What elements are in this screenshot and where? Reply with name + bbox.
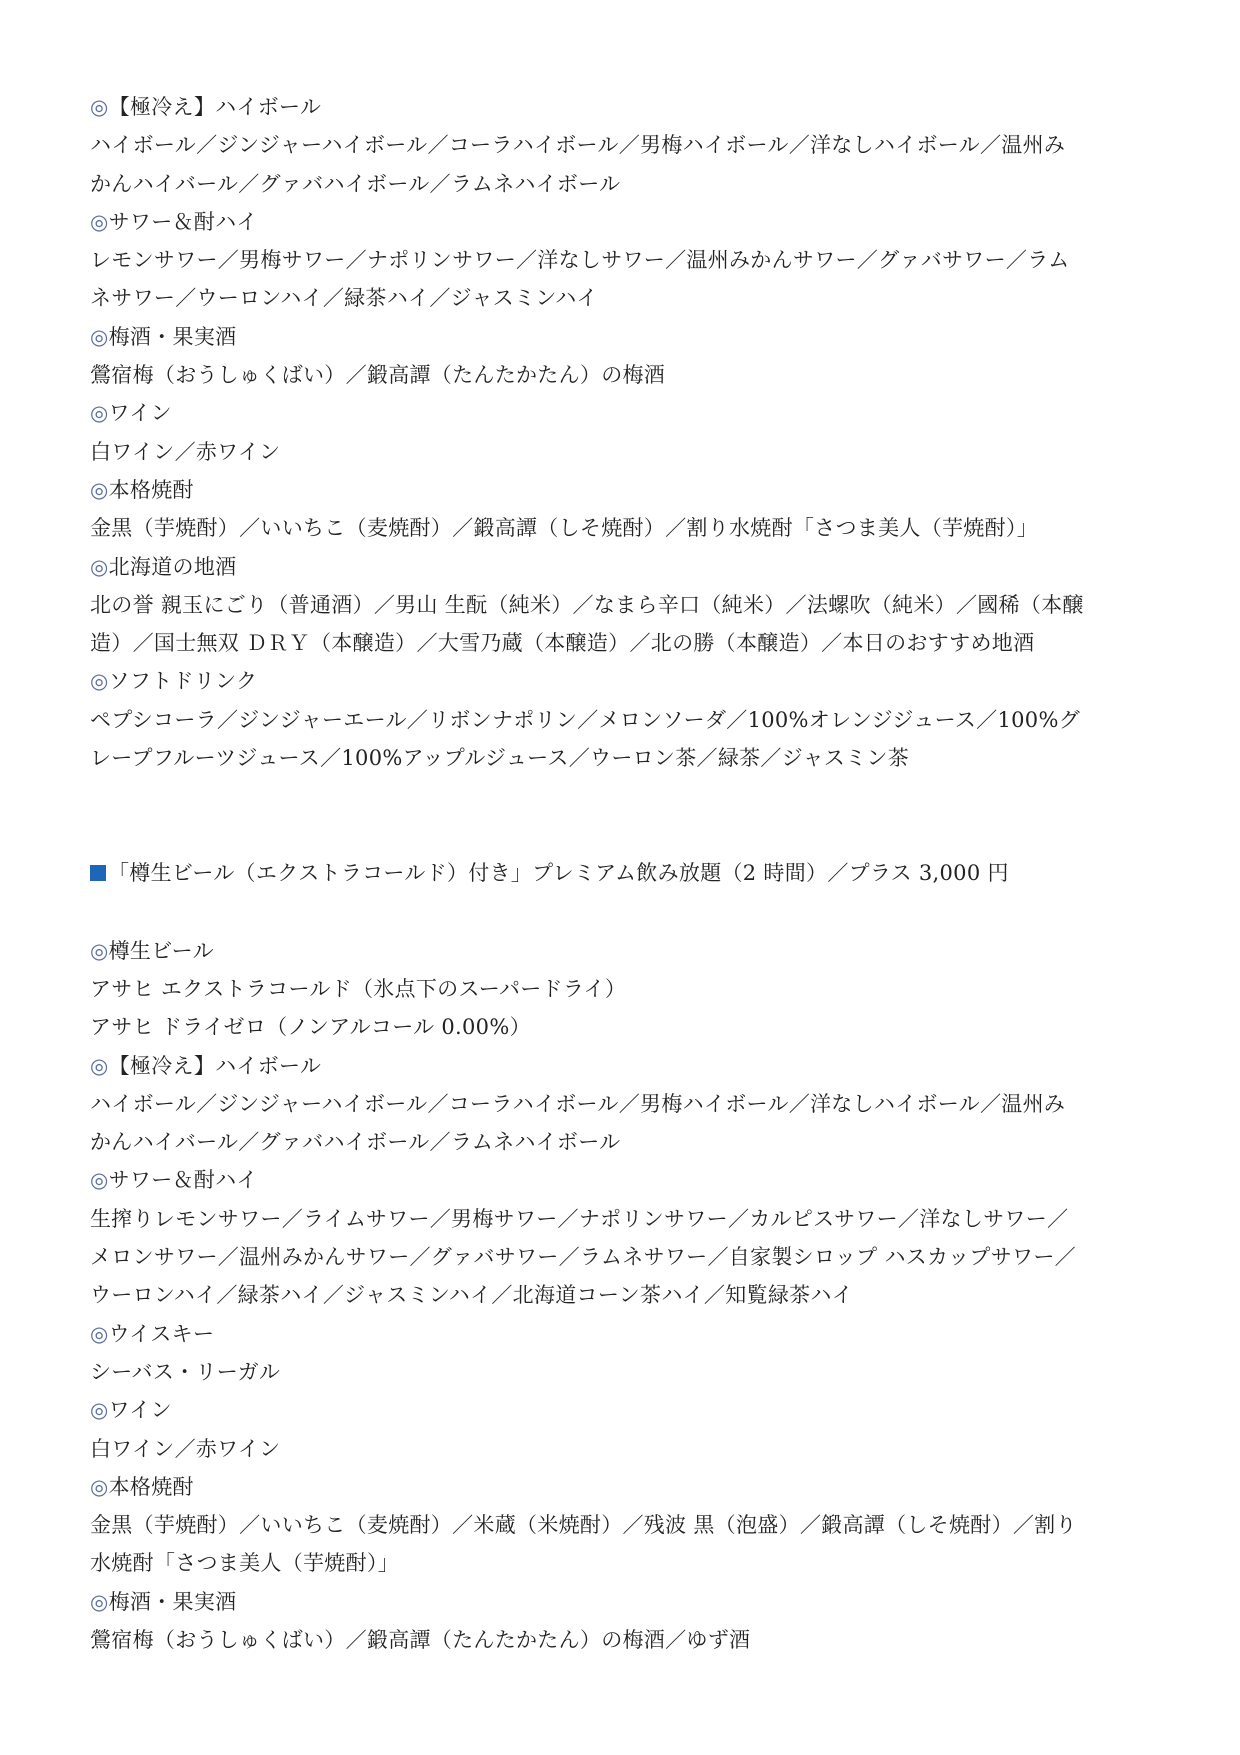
category-heading-text: 樽生ビール (108, 938, 214, 963)
drink-category-group (90, 1047, 1170, 1162)
double-circle-bullet-icon: ◎ (90, 1321, 109, 1346)
drink-list-line: 金黒（芋焼酎）／いいちこ（麦焼酎）／米蔵（米焼酎）／残波 黒（泡盛）／鍛高譚（しそ焼酎）／割り (90, 1513, 1077, 1538)
spacer (90, 893, 1170, 932)
category-heading (90, 1315, 1170, 1353)
menu-document (90, 88, 1170, 1659)
category-heading (90, 1583, 1170, 1621)
drink-list-line: 生搾りレモンサワー／ライムサワー／男梅サワー／ナポリンサワー／カルピスサワー／洋なしサワー／ (90, 1206, 1069, 1231)
category-heading-text: ウイスキー (108, 1321, 215, 1346)
drink-list-line: 鶯宿梅（おうしゅくばい）／鍛高譚（たんたかたん）の梅酒／ゆず酒 (90, 1627, 751, 1652)
drink-list-line: ウーロンハイ／緑茶ハイ／ジャスミンハイ／北海道コーン茶ハイ／知覧緑茶ハイ (90, 1283, 854, 1308)
double-circle-bullet-icon: ◎ (90, 1589, 109, 1614)
double-circle-bullet-icon: ◎ (90, 95, 109, 119)
category-heading (90, 203, 1170, 241)
drink-category-group (90, 203, 1170, 318)
drink-menu-section-standard (90, 88, 1170, 777)
drink-category-group (90, 1315, 1170, 1392)
drink-list-line: レモンサワー／男梅サワー／ナポリンサワー／洋なしサワー／温州みかんサワー／グァバサワー／ラム (90, 248, 1070, 273)
double-circle-bullet-icon: ◎ (90, 477, 109, 502)
drink-list-line: ハイボール／ジンジャーハイボール／コーラハイボール／男梅ハイボール／洋なしハイボール／温州み (90, 1091, 1066, 1116)
drink-category-group (90, 662, 1170, 777)
drink-list-line: アサヒ ドライゼロ（ノンアルコール 0.00%） (90, 1015, 531, 1040)
drink-list-line: ネサワー／ウーロンハイ／緑茶ハイ／ジャスミンハイ (90, 286, 598, 311)
category-heading-text: ワイン (108, 1398, 172, 1423)
double-circle-bullet-icon: ◎ (90, 554, 109, 579)
drink-category-group (90, 394, 1170, 471)
category-heading (90, 1161, 1170, 1199)
drink-category-group (90, 1391, 1170, 1468)
category-heading-text: 本格焼酎 (108, 477, 194, 502)
drink-list-line: かんハイバール／グァバハイボール／ラムネハイボール (90, 1130, 621, 1155)
category-heading-text: 北海道の地酒 (108, 554, 237, 579)
spacer (90, 777, 1170, 854)
double-circle-bullet-icon: ◎ (90, 1474, 109, 1499)
drink-list-line: メロンサワー／温州みかんサワー／グァバサワー／ラムネサワー／自家製シロップ ハスカップサワー／ (90, 1245, 1076, 1270)
double-circle-bullet-icon: ◎ (90, 1053, 109, 1078)
drink-list-line: 白ワイン／赤ワイン (90, 1436, 281, 1461)
category-heading (90, 932, 1170, 970)
category-heading (90, 318, 1170, 356)
drink-category-group (90, 548, 1170, 663)
category-heading-text: ソフトドリンク (108, 669, 258, 694)
category-heading (90, 88, 1170, 126)
drink-list-line: 鶯宿梅（おうしゅくばい）／鍛高譚（たんたかたん）の梅酒 (90, 363, 666, 388)
double-circle-bullet-icon: ◎ (90, 209, 109, 234)
drink-category-group (90, 1583, 1170, 1660)
category-heading-text: 【極冷え】ハイボール (108, 95, 322, 119)
drink-list-line: ペプシコーラ／ジンジャーエール／リボンナポリン／メロンソーダ／100%オレンジジュース／100%グ (90, 707, 1080, 732)
drink-list-line: レープフルーツジュース／100%アップルジュース／ウーロン茶／緑茶／ジャスミン茶 (90, 746, 910, 771)
drink-category-group (90, 1468, 1170, 1583)
drink-list-line: ハイボール／ジンジャーハイボール／コーラハイボール／男梅ハイボール／洋なしハイボール／温州み (90, 133, 1066, 158)
category-heading (90, 1391, 1170, 1429)
category-heading-text: 【極冷え】ハイボール (108, 1053, 322, 1078)
drink-category-group (90, 318, 1170, 395)
drink-category-group (90, 471, 1170, 548)
category-heading (90, 548, 1170, 586)
double-circle-bullet-icon: ◎ (90, 938, 109, 963)
drink-list-line: かんハイバール／グァバハイボール／ラムネハイボール (90, 171, 621, 196)
drink-list-line: アサヒ エクストラコールド（氷点下のスーパードライ） (90, 976, 627, 1001)
double-circle-bullet-icon: ◎ (90, 324, 109, 349)
category-heading-text: 梅酒・果実酒 (108, 1589, 237, 1614)
category-heading-text: ワイン (108, 401, 172, 426)
drink-list-line: 金黒（芋焼酎）／いいちこ（麦焼酎）／鍛高譚（しそ焼酎）／割り水焼酎「さつま美人（芋焼酎）」 (90, 516, 1038, 541)
double-circle-bullet-icon: ◎ (90, 1398, 109, 1423)
drink-list-line: 水焼酎「さつま美人（芋焼酎）」 (90, 1551, 399, 1576)
category-heading-text: 梅酒・果実酒 (108, 324, 237, 349)
premium-plan-title (90, 854, 1170, 892)
drink-category-group (90, 932, 1170, 1047)
category-heading-text: 本格焼酎 (108, 1474, 194, 1499)
category-heading (90, 662, 1170, 700)
drink-list-line: 北の誉 親玉にごり（普通酒）／男山 生酛（純米）／なまら辛口（純米）／法螺吹（純米）／國稀（本醸 (90, 592, 1084, 617)
blue-square-icon (90, 865, 106, 881)
drink-list-line: 造）／国士無双 ＤＲＹ（本醸造）／大雪乃蔵（本醸造）／北の勝（本醸造）／本日のおすすめ地酒 (90, 631, 1035, 656)
double-circle-bullet-icon: ◎ (90, 669, 109, 694)
double-circle-bullet-icon: ◎ (90, 401, 109, 426)
drink-category-group (90, 88, 1170, 203)
drink-menu-section-premium (90, 932, 1170, 1660)
premium-plan-title-text: 「樽生ビール（エクストラコールド）付き」プレミアム飲み放題（2 時間）／プラス 3,000 円 (108, 861, 1009, 886)
category-heading-text: サワー＆酎ハイ (108, 1168, 258, 1193)
drink-category-group (90, 1161, 1170, 1314)
double-circle-bullet-icon: ◎ (90, 1168, 109, 1193)
category-heading-text: サワー＆酎ハイ (108, 209, 258, 234)
category-heading (90, 471, 1170, 509)
category-heading (90, 1047, 1170, 1085)
drink-list-line: 白ワイン／赤ワイン (90, 439, 281, 464)
category-heading (90, 394, 1170, 432)
drink-list-line: シーバス・リーガル (90, 1359, 281, 1384)
category-heading (90, 1468, 1170, 1506)
